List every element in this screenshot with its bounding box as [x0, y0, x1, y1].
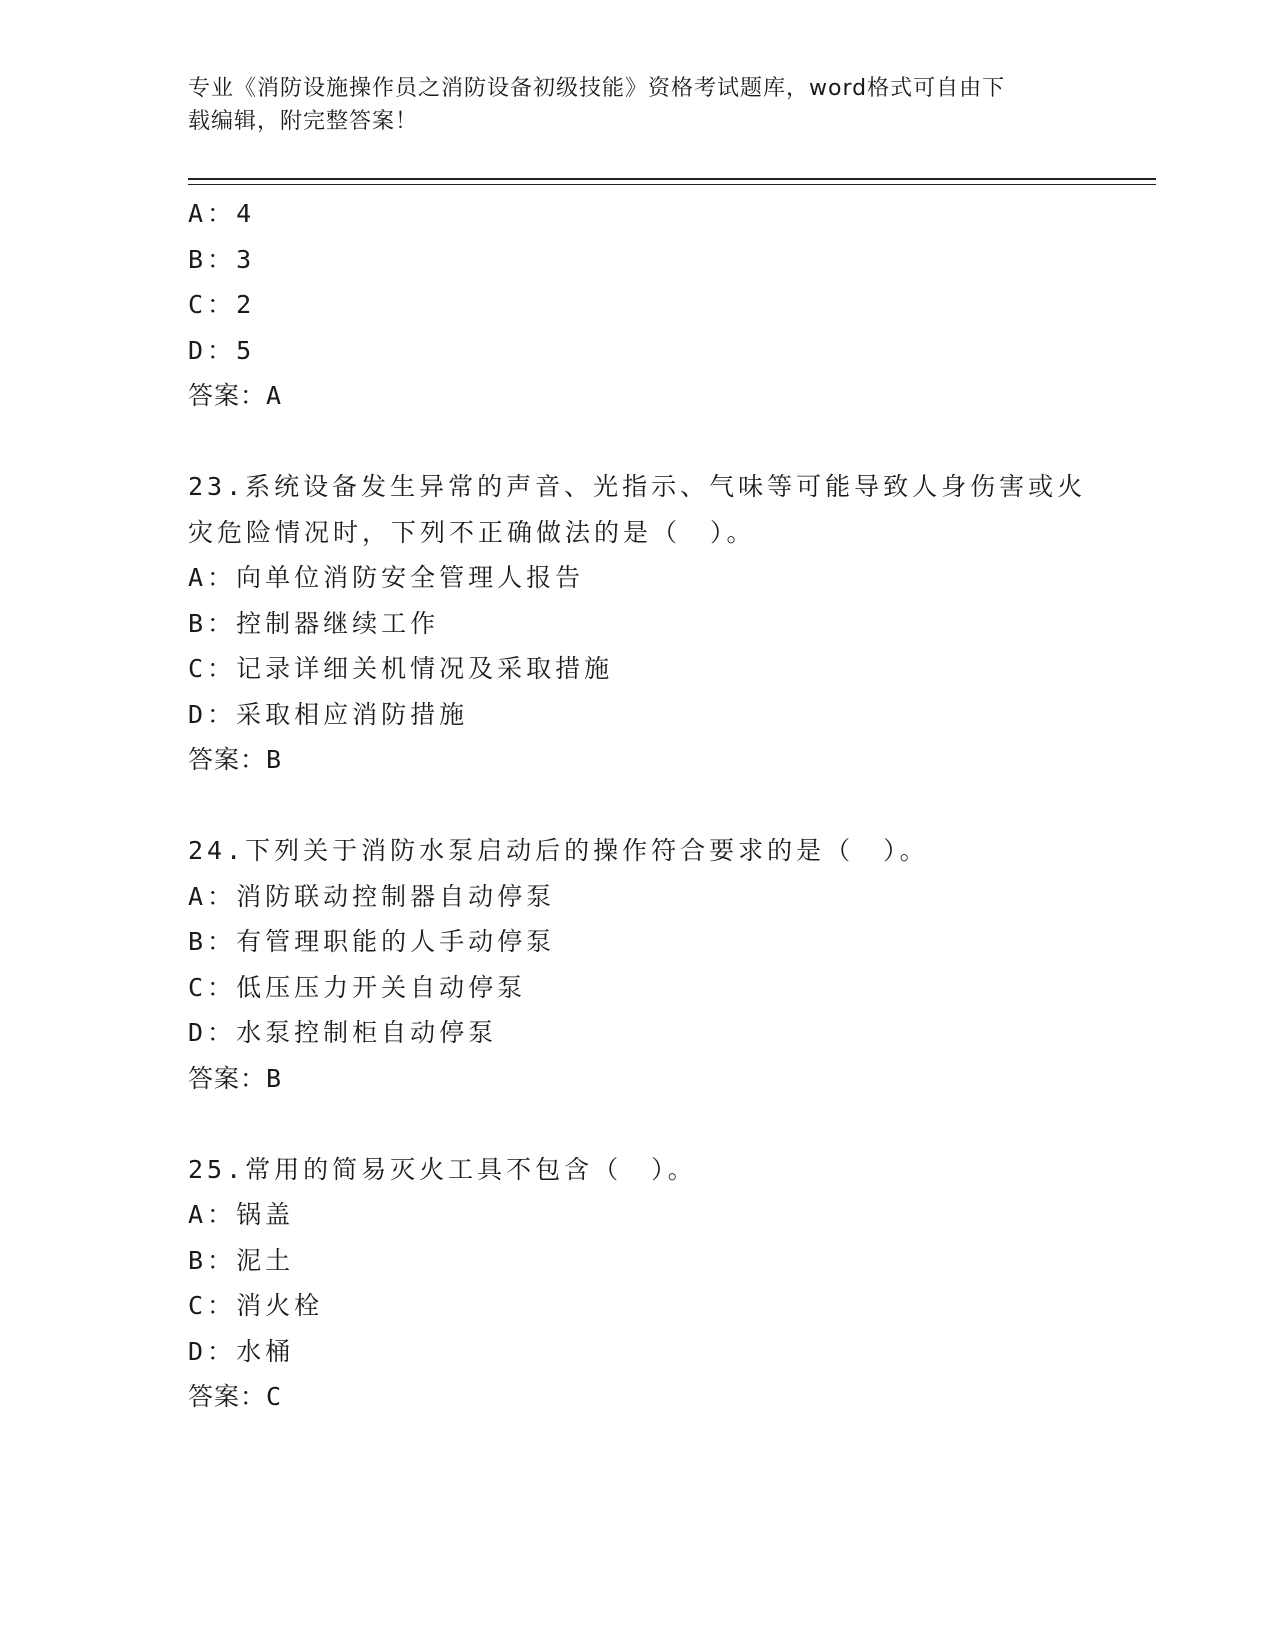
option-c	[188, 282, 1156, 328]
option-text: 水桶	[236, 1336, 295, 1366]
option-c	[188, 1283, 1156, 1329]
spacer	[188, 1101, 1156, 1147]
answer-prefix: 答案：	[188, 1063, 267, 1093]
question-25	[188, 1147, 1156, 1420]
option-label: B：	[188, 244, 237, 274]
question-23	[188, 464, 1156, 783]
option-d	[188, 692, 1156, 738]
option-text: 记录详细关机情况及采取措施	[236, 654, 614, 683]
option-text: 消防联动控制器自动停泵	[236, 881, 556, 911]
option-a	[188, 191, 1156, 237]
option-text: 采取相应消防措施	[236, 699, 469, 729]
option-label: B：	[188, 927, 237, 956]
question-stem-line-1: 25.常用的简易灭火工具不包含（ ）。	[188, 1154, 697, 1184]
answer-value: B	[266, 1063, 283, 1093]
spacer	[188, 419, 1156, 465]
option-label: D：	[188, 699, 237, 729]
option-text: 控制器继续工作	[236, 608, 440, 638]
answer-value: B	[266, 745, 283, 774]
option-c	[188, 965, 1156, 1011]
spacer	[188, 783, 1156, 829]
option-text: 5	[236, 335, 256, 365]
document-header	[188, 72, 1088, 138]
answer-line	[188, 373, 1156, 419]
option-text: 3	[236, 244, 256, 274]
option-c	[188, 646, 1156, 692]
question-stem-line-1: 23.系统设备发生异常的声音、光指示、气味等可能导致人身伤害或火	[188, 472, 1087, 501]
option-text: 向单位消防安全管理人报告	[236, 563, 585, 592]
option-label: A：	[188, 881, 237, 911]
option-a	[188, 1192, 1156, 1238]
option-label: C：	[188, 1291, 237, 1320]
answer-value: A	[266, 381, 283, 410]
option-label: D：	[188, 1336, 237, 1366]
option-text: 2	[236, 290, 256, 319]
header-line-1: 专业《消防设施操作员之消防设备初级技能》资格考试题库，word格式可自由下	[188, 76, 1006, 101]
option-text: 消火栓	[236, 1291, 324, 1320]
option-b	[188, 1238, 1156, 1284]
option-label: A：	[188, 199, 237, 228]
header-line-2: 载编辑，附完整答案！	[188, 109, 419, 134]
option-label: C：	[188, 654, 237, 683]
question-list	[188, 191, 1156, 1420]
header-rule-thin	[188, 184, 1156, 185]
question-stem-line-1: 24.下列关于消防水泵启动后的操作符合要求的是（ ）。	[188, 836, 929, 865]
option-b	[188, 919, 1156, 965]
option-text: 低压压力开关自动停泵	[236, 972, 527, 1002]
option-text: 水泵控制柜自动停泵	[236, 1018, 498, 1047]
answer-value: C	[266, 1382, 283, 1411]
answer-prefix: 答案：	[188, 381, 267, 410]
option-label: A：	[188, 1200, 237, 1229]
option-label: B：	[188, 608, 237, 638]
option-label: C：	[188, 290, 237, 319]
option-text: 有管理职能的人手动停泵	[236, 927, 556, 956]
option-d	[188, 328, 1156, 374]
question-stem-line-2: 灾危险情况时，下列不正确做法的是（ ）。	[188, 517, 756, 547]
option-d	[188, 1010, 1156, 1056]
option-label: A：	[188, 563, 237, 592]
option-b	[188, 237, 1156, 283]
question-24	[188, 828, 1156, 1101]
option-label: D：	[188, 335, 237, 365]
option-b	[188, 601, 1156, 647]
answer-line	[188, 1374, 1156, 1420]
answer-prefix: 答案：	[188, 1382, 267, 1411]
option-a	[188, 874, 1156, 920]
option-text: 泥土	[236, 1245, 295, 1275]
option-d	[188, 1329, 1156, 1375]
header-rule-thick	[188, 178, 1156, 180]
answer-prefix: 答案：	[188, 745, 267, 774]
option-label: C：	[188, 972, 237, 1002]
answer-line	[188, 1056, 1156, 1102]
option-a	[188, 555, 1156, 601]
option-label: B：	[188, 1245, 237, 1275]
answer-line	[188, 737, 1156, 783]
option-text: 锅盖	[236, 1200, 295, 1229]
option-label: D：	[188, 1018, 237, 1047]
question-22-tail	[188, 191, 1156, 419]
option-text: 4	[236, 199, 256, 228]
